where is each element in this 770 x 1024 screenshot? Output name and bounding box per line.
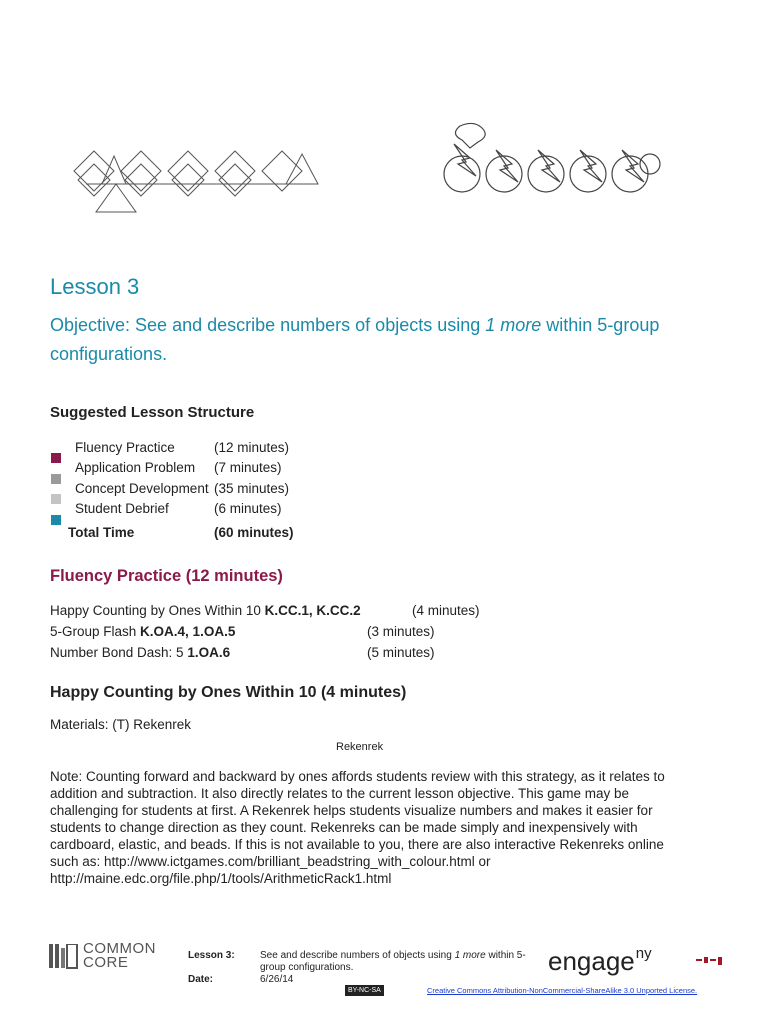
footer-desc-emphasis: 1 more (454, 950, 486, 961)
logo-line-2: CORE (83, 954, 129, 971)
footer-desc-suffix: within 5-group configurations. (260, 950, 526, 973)
structure-item-time: (7 minutes) (214, 460, 282, 475)
activity-time: (5 minutes) (367, 645, 435, 660)
activity-standards: 1.OA.6 (187, 645, 231, 660)
activity-standards: K.CC.1, K.CC.2 (264, 603, 361, 618)
engage-word: engage (548, 946, 635, 976)
application-color-square (51, 474, 61, 484)
circles-lightning-diagram (440, 120, 664, 200)
activity-standards: K.OA.4, 1.OA.5 (140, 624, 236, 639)
cc-license-badge (345, 985, 384, 996)
note-paragraph: Note: Counting forward and backward by ones affords students review with this strategy, as it relates to addition and subtraction. It also directly relates to the current lesson objective. This game may be challenging for students at first. A Rekenrek helps students visualize numbers and makes it easier for students to change direction as they count. Rekenreks can be made simply and inexpensively with cardboard, elastic, and beads. If this is not available to you, there are also interactive Rekenreks online such as: http://www.ictgames.com/brilliant_beadstring_with_colour.html or http://maine.edc.org/file.php/1/tools/ArithmeticRack1.html (50, 769, 665, 886)
structure-item-name: Student Debrief (75, 501, 169, 516)
ny-superscript: ny (635, 945, 652, 962)
activity-time: (3 minutes) (367, 624, 435, 639)
structure-item-name: Application Problem (75, 460, 196, 475)
activity-row (50, 645, 230, 660)
activity-name: 5-Group Flash (50, 624, 141, 639)
footer-lesson-desc (260, 950, 540, 974)
structure-item-name: Fluency Practice (75, 440, 175, 455)
structure-heading: Suggested Lesson Structure (50, 404, 255, 421)
logo-line-1: COMMON (83, 940, 156, 957)
lesson-objective (50, 311, 690, 369)
objective-emphasis: 1 more (485, 315, 542, 335)
total-time-value: (60 minutes) (214, 525, 294, 540)
footer-date-value: 6/26/14 (260, 974, 294, 985)
rekenrek-caption: Rekenrek (336, 741, 384, 753)
structure-item-name: Concept Development (75, 481, 209, 496)
activity-name: Happy Counting by Ones Within 10 (50, 603, 265, 618)
page-number-mark-icon (696, 956, 726, 966)
diamond-triangle-diagram (66, 146, 326, 218)
structure-item-time: (35 minutes) (214, 481, 290, 496)
materials-line: Materials: (T) Rekenrek (50, 717, 192, 732)
objective-prefix: Objective: See and describe numbers of objects using (50, 315, 486, 335)
concept-color-square (51, 494, 61, 504)
structure-item-time: (6 minutes) (214, 501, 282, 516)
engageny-logo (548, 945, 652, 977)
cc-badge-text: BY-NC-SA (348, 987, 381, 994)
activity-row (50, 603, 361, 618)
total-time-label: Total Time (68, 525, 135, 540)
footer-desc-prefix: See and describe numbers of objects using (260, 950, 455, 961)
license-link[interactable]: Creative Commons Attribution-NonCommercial-ShareAlike 3.0 Unported License. (427, 986, 698, 995)
activity-time: (4 minutes) (412, 603, 480, 618)
common-core-logo-icon (49, 944, 79, 970)
happy-counting-heading: Happy Counting by Ones Within 10 (4 minutes) (50, 684, 407, 701)
objective-suffix: within 5-group configurations. (50, 315, 660, 364)
lesson-title: Lesson 3 (50, 274, 140, 299)
activity-name: Number Bond Dash: 5 (50, 645, 188, 660)
structure-item-time: (12 minutes) (214, 440, 290, 455)
fluency-heading: Fluency Practice (12 minutes) (50, 567, 283, 585)
debrief-color-square (51, 515, 61, 525)
activity-row (50, 624, 235, 639)
footer-date-label: Date: (188, 974, 214, 985)
footer-lesson-label: Lesson 3: (188, 950, 235, 961)
common-core-logo-text (83, 942, 156, 970)
fluency-color-square (51, 453, 61, 463)
